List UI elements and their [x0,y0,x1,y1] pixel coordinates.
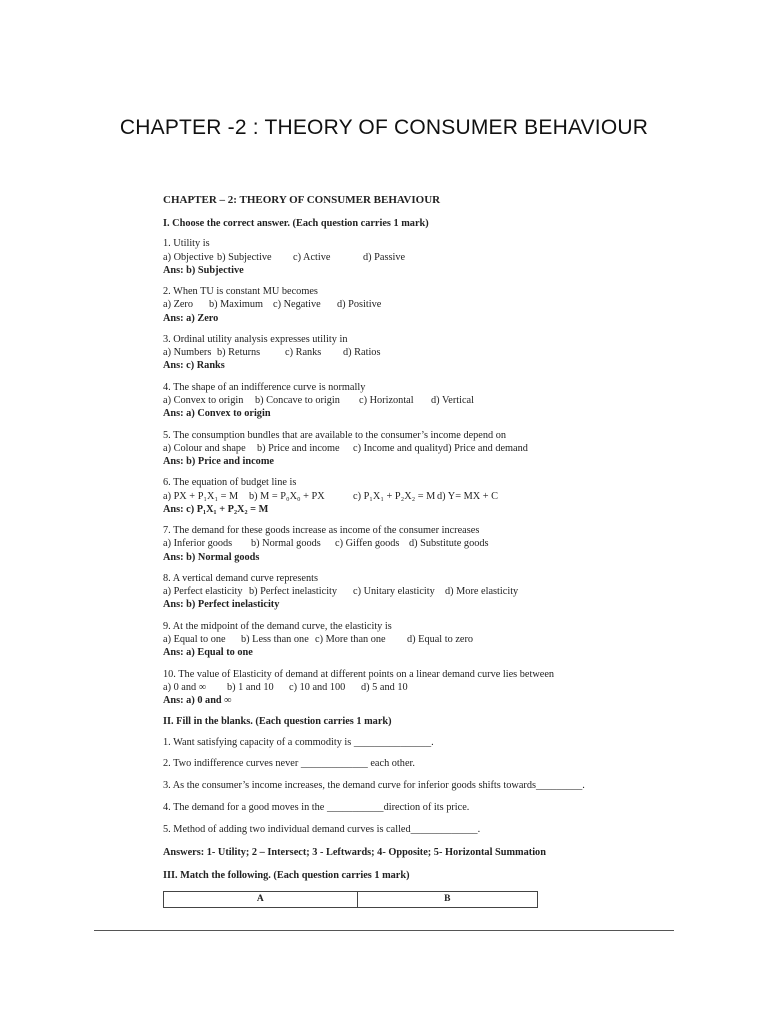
mcq-option: d) Y= MX + C [437,490,499,502]
mcq-options [163,251,603,264]
mcq-option: d) Positive [337,299,382,311]
mcq-option: b) Maximum [209,299,264,311]
mcq-option: b) Subjective [217,251,272,263]
mcq-option: c) P₁X₁ + P₂X₂ = M [353,490,436,502]
mcq-option: a) Numbers [163,347,212,359]
fill-blanks-list [163,736,603,837]
fill-blank-item: 2. Two indifference curves never _____________ each other. [163,758,415,770]
mcq-question: 1. Utility is [163,238,210,250]
mcq-question: 6. The equation of budget line is [163,477,297,489]
mcq-option: b) Less than one [241,633,309,645]
mcq-option: b) Returns [217,347,261,359]
mcq-option: a) Objective [163,251,214,263]
mcq-option: d) More elasticity [445,586,519,598]
mcq-option: c) Unitary elasticity [353,586,435,598]
mcq-question: 9. At the midpoint of the demand curve, the elasticity is [163,620,392,632]
mcq-option: a) Colour and shape [163,442,246,454]
mcq-option: b) 1 and 10 [227,681,274,693]
mcq-options [163,298,603,311]
mcq-option: b) Perfect inelasticity [249,586,338,598]
mcq-option: c) More than one [315,633,386,645]
mcq-question: 7. The demand for these goods increase as income of the consumer increases [163,525,480,537]
mcq-answer: Ans: b) Normal goods [163,551,260,563]
mcq-option: c) Horizontal [359,395,414,406]
mcq-answer: Ans: b) Perfect inelasticity [163,599,280,611]
mcq-item [163,572,603,612]
mcq-item [163,237,603,277]
mcq-option: d) Price and demand [443,442,528,454]
match-header-b: B [357,891,537,907]
mcq-options [163,537,603,550]
page-heading: CHAPTER -2 : THEORY OF CONSUMER BEHAVIOUR [119,116,649,139]
mcq-item [163,429,603,469]
mcq-item [163,285,603,325]
mcq-list [163,237,603,707]
mcq-question: 4. The shape of an indifference curve is normally [163,381,366,393]
fill-blanks-answers: Answers: 1- Utility; 2 – Intersect; 3 - Leftwards; 4- Opposite; 5- Horizontal Summation [163,847,546,859]
section-2-title: II. Fill in the blanks. (Each question carries 1 mark) [163,716,392,728]
document-title: CHAPTER – 2: THEORY OF CONSUMER BEHAVIOUR [163,194,441,206]
match-table [163,891,538,908]
mcq-answer: Ans: b) Price and income [163,456,274,467]
mcq-option: b) Concave to origin [255,395,340,406]
mcq-option: a) Perfect elasticity [163,586,243,598]
mcq-option: d) Vertical [431,395,474,406]
mcq-answer: Ans: a) Equal to one [163,647,253,659]
mcq-answer: Ans: c) P₁X₁ + P₂X₂ = M [163,503,269,515]
fill-blank-item: 5. Method of adding two individual demand curves is called_____________. [163,824,481,836]
mcq-option: c) Giffen goods [335,538,400,550]
mcq-option: d) Ratios [343,347,381,359]
mcq-option: a) 0 and ∞ [163,681,207,693]
mcq-question: 5. The consumption bundles that are available to the consumer’s income depend on [163,429,507,441]
mcq-question: 3. Ordinal utility analysis expresses utility in [163,334,348,345]
mcq-item [163,524,603,564]
match-header-a: A [164,891,358,907]
mcq-options [163,394,603,407]
footer-rule [94,930,674,931]
mcq-option: a) Zero [163,299,194,311]
mcq-option: a) Convex to origin [163,395,244,406]
mcq-answer: Ans: a) Zero [163,312,219,324]
mcq-answer: Ans: b) Subjective [163,264,244,276]
mcq-option: d) Substitute goods [409,538,489,550]
mcq-item [163,668,603,708]
mcq-option: b) M = P₀X₀ + PX [249,490,325,502]
section-1-title: I. Choose the correct answer. (Each question carries 1 mark) [163,218,429,230]
mcq-option: a) Equal to one [163,633,226,645]
fill-blank-item: 4. The demand for a good moves in the ___________direction of its price. [163,802,470,814]
mcq-options [163,442,603,455]
mcq-question: 2. When TU is constant MU becomes [163,286,318,298]
mcq-option: c) Negative [273,299,321,311]
section-3-title: III. Match the following. (Each question carries 1 mark) [163,869,410,881]
mcq-option: c) Ranks [285,347,322,359]
mcq-options [163,585,603,598]
mcq-option: b) Price and income [257,442,340,454]
mcq-options [163,681,603,694]
mcq-option: d) Equal to zero [407,633,474,645]
mcq-option: b) Normal goods [251,538,321,550]
mcq-option: d) Passive [363,251,406,263]
mcq-item [163,333,603,373]
mcq-options [163,346,603,359]
mcq-option: a) PX + P₁X₁ = M [163,490,239,502]
mcq-item [163,381,603,421]
mcq-options [163,490,603,503]
mcq-option: a) Inferior goods [163,538,233,550]
mcq-answer: Ans: c) Ranks [163,360,225,372]
mcq-question: 10. The value of Elasticity of demand at different points on a linear demand curve lies between [163,668,555,680]
mcq-option: d) 5 and 10 [361,681,408,693]
mcq-answer: Ans: a) Convex to origin [163,408,271,420]
scanned-page [163,194,603,908]
fill-blank-item: 1. Want satisfying capacity of a commodity is _______________. [163,736,434,748]
mcq-item [163,620,603,660]
mcq-options [163,633,603,646]
mcq-item [163,476,603,516]
fill-blank-item: 3. As the consumer’s income increases, the demand curve for inferior goods shifts towards_________. [163,780,585,792]
mcq-answer: Ans: a) 0 and ∞ [163,694,232,706]
mcq-question: 8. A vertical demand curve represents [163,572,318,584]
mcq-option: c) Active [293,251,331,263]
mcq-option: c) Income and quality [353,442,444,454]
mcq-option: c) 10 and 100 [289,681,346,693]
